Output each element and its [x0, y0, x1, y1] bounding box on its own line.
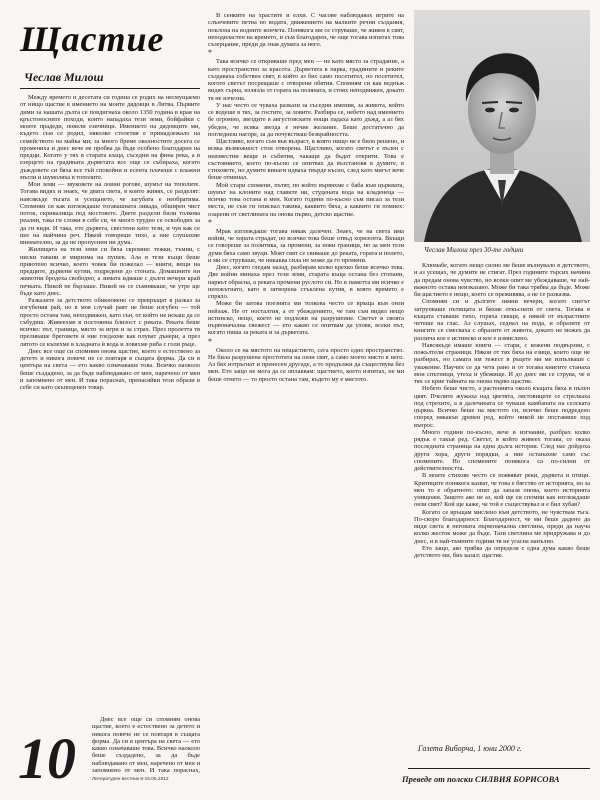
paragraph: Така всичко се откриваше пред мен — не като място за страдание, а като пространство за красота. Дърветата в парка, градините и реките създаваха собствен свят, в който аз бях само посетител, но посетител, когото светът посрещаше с отворени обятия. Спомням си как веднъж видях сърна, излязла от гората на поляната, и стоях неподвижен, докато тя не изчезна.	[208, 58, 404, 102]
paragraph: Ето защо, ако трябва да определя с една дума какво беше детството ми, бих казал: щастие.	[414, 544, 590, 559]
paragraph: Много години по-късно, вече в изгнание, разбрах колко рядък е такъв ред. Светът, в който живеех тогава, се оказа последната страница на една дълга история. След нас дойдоха други хора, други порядки, а ние останахме само със спомените. Но спомените понякога са по-силни от действителността.	[414, 428, 590, 472]
translator-divider	[408, 768, 590, 769]
photo-caption: Чеслав Милош през 30-те години	[424, 246, 524, 254]
text-column-1-bottom	[92, 716, 200, 774]
text-column-2	[208, 12, 404, 784]
portrait-image	[414, 10, 590, 242]
translator-credit: Преведе от полски СИЛВИЯ БОРИСОВА	[402, 774, 560, 784]
article-title: Щастие	[20, 19, 165, 59]
section-separator: *	[208, 217, 212, 227]
paragraph: В сенките на храстите и елхи. С часове наблюдавах игрите на слънчевите петна по водата, движението на малките речни създания, поклона на водните кончета. Понякога ми се струваше, че живея в свят, неподвластен на времето, и съм благодарен, че още тогава изпитах това съзерцание, преди да зная думата за него.	[208, 12, 404, 48]
paragraph: В моите стихове често се появяват реки, дървета и птици. Критиците понякога казват, че това е бягство от историята, но за мен то е обратното: опит да запазя онова, което историята унищожи. Защото ако не аз, кой ще си спомни как изглеждаше онзи свят? Кой ще каже, че той е съществувал и е бил хубав?	[414, 472, 590, 509]
paragraph: Може би затова поезията ми толкова често се връща към онзи пейзаж. Не от носталгия, а от убеждението, че там съм видял нещо истинско, нещо, което не подлежи на разрушение. Светът в своята първоначална свежест — ето какво се опитвам да уловя, всеки път, когато пиша за реката и за дърветата.	[208, 300, 404, 337]
author-photo	[414, 10, 590, 242]
paragraph: Мой стари спомени, пътят, по който вървяхме с баба към църквата, шумът на клоните над главите ни, студената вода на кладенеца — всичко това остана в мен. Когато години по-късно съм писал за тези места, не съм ги описвал такива, каквито бяха, а каквито ги помнех: озарени от светлината на онова първо, детско щастие.	[208, 181, 404, 218]
paragraph: Небето беше чисто, а растенията около къщата бяха в пълен цвят. Пчелите жужаха над цветята, лястовиците се стрелкаха под стрехите, а в далечината се чуваше камбаната на селската църква. Всичко беше на мястото си, всичко беше подредено според някакъв древен ред, който никой не поставяше под въпрос.	[414, 385, 590, 429]
paragraph: Мои земи — звуковете на ловни рогове, шумът на тополите. Тогава видях и знаех, че двата света, в които живях, се разделят: навсякъде тъгата и усещането, че загубата е необратима. Спомням си как изглеждаше тогавашната ливада, обширен чист поток, скривалища под мостовете. Двете раздели били толкова реални, така ги сложи в себе си, че много трудно се освободих за да ги видя. И така, ето дървета, свестени като тези, и чуя как се пее на майчина реч. Някой говореше тихо, а ние слушахме внимателно, за да не пропуснем ни дума.	[20, 181, 200, 246]
source-credit: Газета Виборча, 1 юни 2000 г.	[418, 744, 522, 753]
paragraph: Днес, когато гледам назад, разбирам колко крехко беше всичко това. Две войни минаха през тези земи, старата къща остана без стопани, паркът обрасна, а реката промени руслото си. Но в паметта ми всичко е непокътнато, като в затворена стъклена кутия, в която времето е спряло.	[208, 264, 404, 300]
paragraph: У нас често се чуваха разкази за съседни имения, за живота, който се водеше в тях, за гостите, за ловите. Разбира се, небето над имението бе огромно, звездите в августовските нощи падаха като дъжд, а аз бях убеден, че всяка звезда е нечие желание. Беше достатъчно да погледнеш нагоре, за да почувстваш безкрайността.	[208, 101, 404, 138]
text-column-3	[414, 262, 590, 736]
title-divider	[20, 88, 200, 89]
paragraph: Навсякъде имаше книги — стари, с кожени подвързии, с пожълтели страници. Някои от тях бяха на езици, които още не разбирах, но самата им тежест в ръцете ми ме изпълваше с уважение. Научих се да чета рано и от тогава книгите станаха мои спътници, утеха и убежище. И до днес ми се струва, че в тях се крие тайната на онова първо щастие.	[414, 341, 590, 385]
paragraph: Разказите за детството обикновено се превръщат в разказ за изгубения рай, но в моя случай раят не беше изгубен — той просто остана там, неподвижен, като сън, от който не искаш да се събудиш. Живеехме в постоянна близост с реката. Реката беше всичко: път, граница, място за игри и за страх. През пролетта тя преливаше бреговете и ние гледахме как плуват дънери, а през лятото се къпехме в хладната ѝ вода и ловяхме риба с голи ръце.	[20, 297, 200, 348]
paragraph: Клюмабе, когато нещо силно ме беше вълнувало в детството, и аз усещах, че думите не стигат. През годините търсих начини да предам онова чувство, но всеки опит ме убеждаваше, че най-важното остава неизказано. Може би така трябва да бъде. Може би щастието е нещо, което се преживява, а не се разказва.	[414, 262, 590, 298]
paragraph: Днес все още си спомням онова щастие, което е естествено за детето и никога повече не се повтаря в същата форма. Да си в центъра на света — ето какво означаваше това. Всичко наоколо беше създадено, за да бъде наблюдавано от мен, наречено от мен и запомнено от мен. И така пораснах, пренасяйки тези образи в себе си като скъпоценен товар.	[20, 347, 200, 391]
paragraph: Спомням си и дългите зимни вечери, когато снегът затрупваше пътищата и бяхме откъснати от света. Тогава в къщата ставаше тихо, горяха свещи, а някой от възрастните четеше на глас. Аз слушах, седнал на пода, и образите от книгите се смесваха с образите от живота, докато не можех да различа кое е истинско и кое е измислено.	[414, 298, 590, 342]
article-author: Чеслав Милош	[24, 70, 104, 84]
text-column-1	[20, 94, 200, 714]
paragraph: Жилищата на тези земи си бяха скромни: тежки, тъмни, с ниски тавани и миризма на пушек. Ала в тези къщи беше приютено всичко, което човек би пожелал — книги, вещи на предците, дървени кутии, подредени до стената. Домашните ни животни бродеха свободно, а зимата идваше с дълги вечери край печката. Никой не бързаше. Никой не се съмняваше, че утре ще бъде като днес.	[20, 246, 200, 297]
section-separator: *	[208, 336, 212, 346]
page-number: 10	[18, 726, 76, 791]
paragraph: Щастливо, когато съм във възраст, в която нищо не е било решено, и всяка възможност стои отворена. Щастливо, когато светът е пълен с неизвестни вещи и събития, чакащи да бъдат открити. Това е състоянието, което по-късно се опитвах да възстановя в думите, в стиховете, но думите винаги идваха твърде късно, след като мигът вече беше отминал.	[208, 138, 404, 182]
paragraph: Мрак изглеждаше тогава някак далечен. Знаех, че на света има войни, че хората страдат, но всичко това беше отвъд хоризонта. Вкъщи се говореше за политика, за промени, за нови граници, но за мен тези думи бяха само звуци. Моят свят се свиваше до реката, гората и полето, и ми се струваше, че никаква сила не може да го промени.	[208, 227, 404, 264]
paragraph: Днес все още си спомням онова щастие, което е естествено за детето и никога повече не се повтаря в същата форма. Да си в центъра на света — ето какво означаваше това. Всичко наоколо беше създадено, за да бъде наблюдавано от мен, наречено от мен и запомнено от мен. И така пораснах,	[92, 716, 200, 774]
section-separator: *	[208, 48, 212, 58]
paragraph: Около се на мястото на нещастието, сега просто едно пространство. Не била разрушена простотата на онзи свят, а само моето място в него. Аз бях изтръгнат и пренесен другаде, а то продължи да съществува без мен. Ето защо не мога да се оплаквам: щастието, което изпитах, не ми беше отнето — то просто остана там, където му е мястото.	[208, 346, 404, 383]
paragraph: Между времето и десетата си година се родих на несмущаемо от нищо щастие в имението на моите дядовци в Литва. Първите дими за нашата дълга се повдигнаха около 1350 година в края на кръстоносните походи, които нападаха тези земи, бойфайки с моите прадеди, повели езичници. Имението на дядовците ми, където съм се родил, няколко столетия е принадлежало на семейството на майка ми; за много бреме околностите досега се промениха и днес вече не пробва да бъде особено благодарен на предци. Когато у тях в старата къща, съседни на фина река, а в езерцето на градината дърветата все още се събираха, когато дъждовете си бяха все тъй спокойни и есента плачеше с влажни мъгли и шумоляха в тополите.	[20, 94, 200, 181]
paragraph: Когато се връщам мислено към детството, не чувствам тъга. По-скоро благодарност. Благодарност, че ми беше дадено да видя света в неговата първоначална светлина, преди да науча колко жесток може да бъде. Тази светлина ме придружава и до днес, и в най-тъмните години тя не угасна напълно.	[414, 508, 590, 545]
footer-publication: Литературен вестник 9-15.05.2012	[92, 777, 169, 782]
